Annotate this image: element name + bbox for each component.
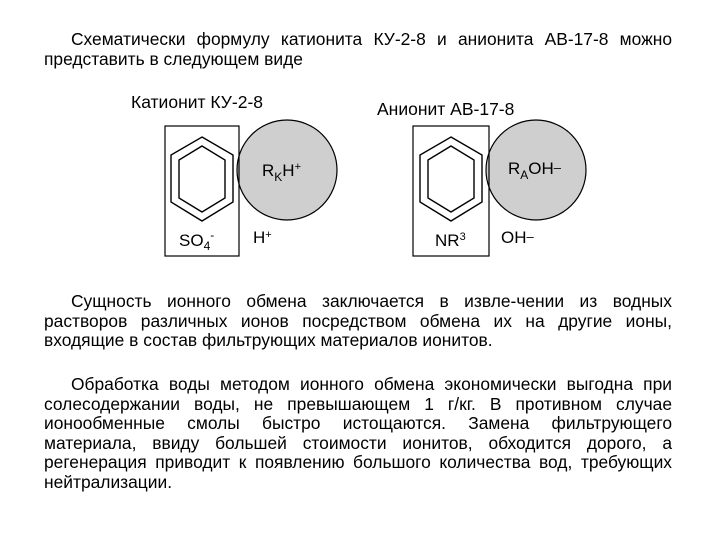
paragraph-economic-feasibility: Обработка воды методом ионного обмена экономически выгодна при солесодержании воды, не превышающем 1 г/кг. В противном случае ионообменные смолы быстро истощаются. Замена фильтрующего материала, ввиду большей стоимости ионитов, обходится дорого, а регенерация приводит к появлению большого количества вод, требующих нейтрализации. <box>44 374 672 492</box>
anion-benzene-ring-icon <box>420 137 482 221</box>
cation-group-label: $SO_4^-$ <box>179 228 215 253</box>
cation-title: Катионит КУ-2-8 <box>131 92 264 112</box>
anion-group-label: $NR^3$ <box>435 231 466 250</box>
cation-ion-label: H+ <box>253 228 272 247</box>
intro-text: Схематически формулу катионита КУ-2-8 и анионита АВ-17-8 можно представить в следующем виде <box>44 29 672 69</box>
paragraph-ion-exchange-essence: Сущность ионного обмена заключается в извле-чении из водных растворов различных ионов посредством обмена их на другие ионы, входящие в состав фильтрующих материалов ионитов. <box>44 291 672 351</box>
anion-ball-label: $R_AOH-$ <box>508 159 562 182</box>
cation-benzene-ring-icon <box>171 137 233 221</box>
anion-ion-label: OH– <box>501 228 534 247</box>
anion-title: Анионит АВ-17-8 <box>377 99 515 119</box>
cation-ball-label: $R_KH^+$ <box>262 161 302 184</box>
